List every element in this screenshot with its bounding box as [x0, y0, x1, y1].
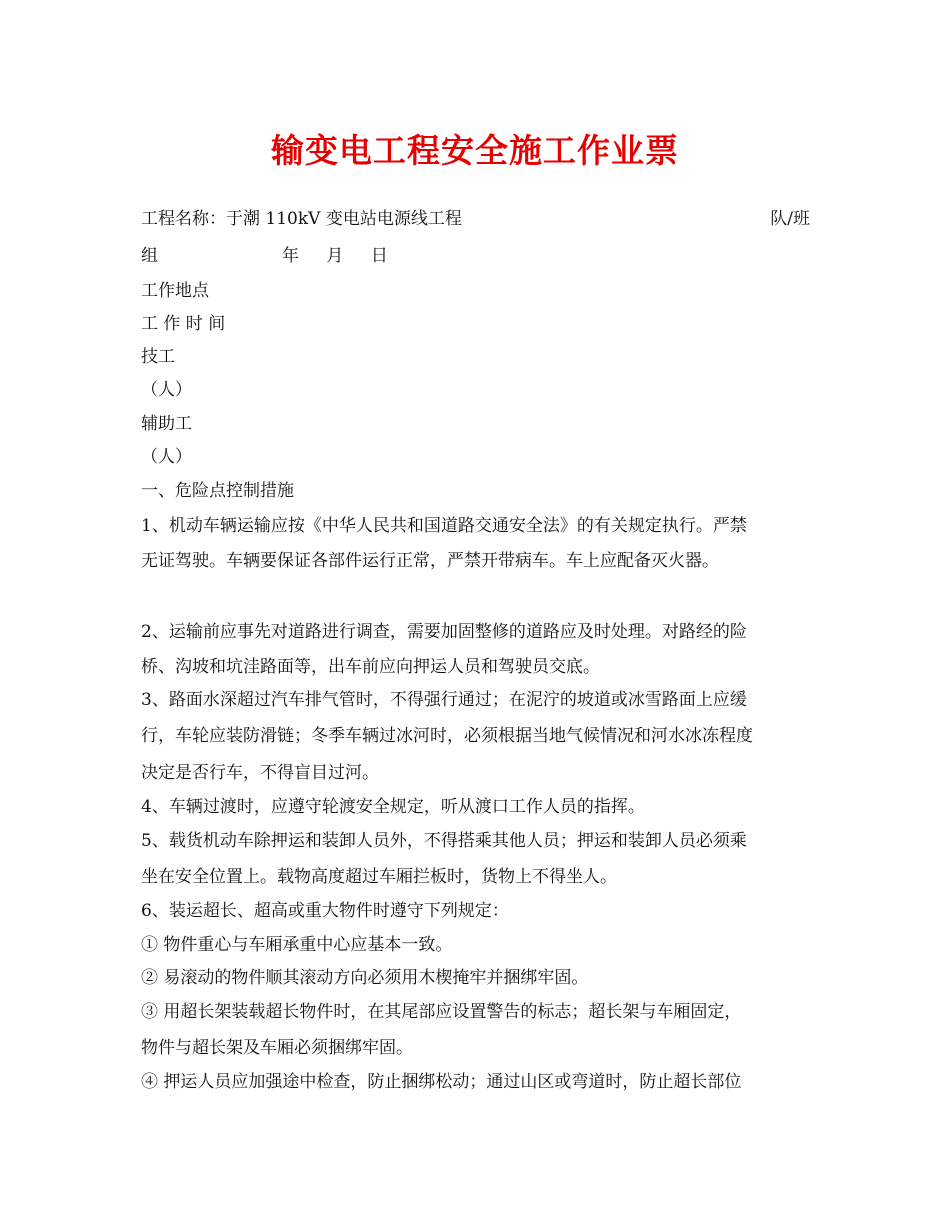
- project-name: 工程名称：于潮 110kV 变电站电源线工程: [141, 209, 462, 229]
- date-month-label: 月: [326, 246, 344, 266]
- team-label-continued: 组: [141, 246, 158, 266]
- list-item-2: ② 易滚动的物件顺其滚动方向必须用木楔掩牢并捆绑牢固。: [141, 968, 589, 988]
- list-item-1: ① 物件重心与车厢承重中心应基本一致。: [141, 935, 453, 955]
- technician-unit: （人）: [141, 380, 192, 400]
- paragraph-5-line-2: 坐在安全位置上。载物高度超过车厢拦板时，货物上不得坐人。: [141, 867, 617, 887]
- work-place-label: 工作地点: [141, 281, 209, 301]
- paragraph-5-line-1: 5、载货机动车除押运和装卸人员外，不得搭乘其他人员；押运和装卸人员必须乘: [141, 831, 747, 851]
- list-item-3-line-1: ③ 用超长架装载超长物件时，在其尾部应设置警告的标志；超长架与车厢固定，: [141, 1002, 742, 1022]
- paragraph-3-line-1: 3、路面水深超过汽车排气管时，不得强行通过；在泥泞的坡道或冰雪路面上应缓: [141, 690, 747, 710]
- paragraph-1-line-2: 无证驾驶。车辆要保证各部件运行正常，严禁开带病车。车上应配备灭火器。: [141, 551, 719, 571]
- list-item-3-line-2: 物件与超长架及车厢必须捆绑牢固。: [141, 1038, 413, 1058]
- list-item-4-line-1: ④ 押运人员应加强途中检查，防止捆绑松动；通过山区或弯道时，防止超长部位: [141, 1072, 742, 1092]
- paragraph-2-line-1: 2、运输前应事先对道路进行调查，需要加固整修的道路应及时处理。对路经的险: [141, 622, 747, 642]
- date-day-label: 日: [370, 246, 388, 266]
- paragraph-4-line-1: 4、车辆过渡时，应遵守轮渡安全规定，听从渡口工作人员的指挥。: [141, 797, 645, 817]
- paragraph-1-line-1: 1、机动车辆运输应按《中华人民共和国道路交通安全法》的有关规定执行。严禁: [141, 516, 747, 536]
- paragraph-6-line-1: 6、装运超长、超高或重大物件时遵守下列规定：: [141, 901, 509, 921]
- assistant-unit: （人）: [141, 447, 192, 467]
- document-title: 输变电工程安全施工作业票: [271, 131, 679, 170]
- technician-label: 技工: [141, 347, 175, 367]
- assistant-label: 辅助工: [141, 414, 192, 434]
- date-year-label: 年: [282, 246, 299, 266]
- paragraph-3-line-2: 行，车轮应装防滑链；冬季车辆过冰河时，必须根据当地气候情况和河水冰冻程度: [141, 726, 753, 746]
- work-time-label: 工 作 时 间: [141, 314, 226, 334]
- section-title: 一、危险点控制措施: [141, 481, 294, 501]
- paragraph-2-line-2: 桥、沟坡和坑洼路面等，出车前应向押运人员和驾驶员交底。: [141, 657, 600, 677]
- date-field: [282, 245, 410, 267]
- paragraph-3-line-3: 决定是否行车，不得盲目过河。: [141, 763, 379, 783]
- team-label: 队/班: [770, 209, 810, 229]
